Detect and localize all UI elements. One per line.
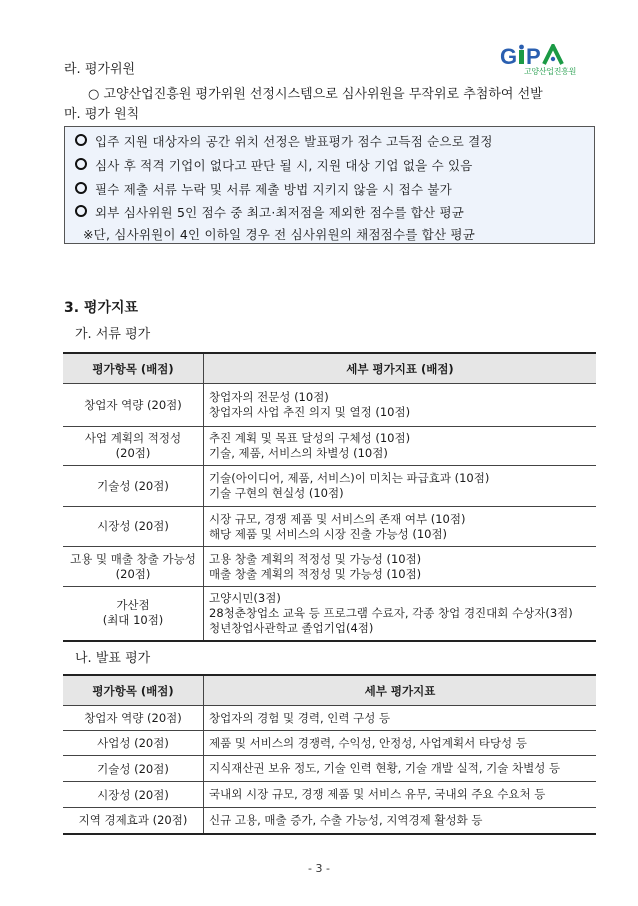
principle-item: 심사 후 적격 기업이 없다고 판단 될 시, 지원 대상 기업 없을 수 있음: [75, 156, 473, 174]
gipa-logo-mark: [500, 44, 590, 68]
circle-bullet-icon: [75, 182, 87, 194]
detail-cell: 신규 고용, 매출 증가, 수출 가능성, 지역경제 활성화 등: [204, 808, 597, 834]
col-header-detail: 세부 평가지표 (배점): [204, 353, 597, 384]
table-header-row: [63, 353, 596, 384]
table-row: [63, 808, 596, 834]
doc-review-table: [63, 352, 596, 642]
table-row: [63, 782, 596, 808]
heading-ma: 마. 평가 원칙: [64, 107, 140, 122]
item-cell: 기술성 (20점): [63, 756, 204, 782]
table-row: [63, 756, 596, 782]
detail-cell: 창업자의 경험 및 경력, 인력 구성 등: [204, 706, 597, 731]
principle-note: ※단, 심사위원이 4인 이하일 경우 전 심사위원의 채점점수를 합산 평균: [83, 227, 475, 242]
page-number: - 3 -: [308, 862, 330, 875]
table-row: [63, 466, 596, 507]
item-cell: 사업 계획의 적정성 (20점): [63, 427, 204, 466]
col-header-detail: 세부 평가지표: [204, 675, 597, 706]
detail-cell: 고용 창출 계획의 적정성 및 가능성 (10점) 매출 창출 계획의 적정성 및 가능성 (10점): [204, 547, 597, 587]
svg-text:P: P: [526, 44, 541, 68]
table-row: [63, 587, 596, 641]
circle-bullet-icon: [75, 158, 87, 170]
presentation-table: [63, 674, 596, 835]
item-cell: 가산점 (최대 10점): [63, 587, 204, 641]
detail-cell: 기술(아이디어, 제품, 서비스)이 미치는 파급효과 (10점) 기술 구현의 현실성 (10점): [204, 466, 597, 507]
col-header-item: 평가항목 (배점): [63, 353, 204, 384]
gipa-logo: [500, 44, 590, 78]
item-cell: 지역 경제효과 (20점): [63, 808, 204, 834]
detail-cell: 추진 계획 및 목표 달성의 구체성 (10점) 기술, 제품, 서비스의 차별성 (10점): [204, 427, 597, 466]
table-row: [63, 547, 596, 587]
heading-presentation: 나. 발표 평가: [75, 651, 151, 666]
item-cell: 시장성 (20점): [63, 507, 204, 547]
detail-cell: 시장 규모, 경쟁 제품 및 서비스의 존재 여부 (10점) 해당 제품 및 서비스의 시장 진출 가능성 (10점): [204, 507, 597, 547]
detail-cell: 고양시민(3점) 28청춘창업소 교육 등 프로그램 수료자, 각종 창업 경진대회 수상자(3점) 청년창업사관학교 졸업기업(4점): [204, 587, 597, 641]
circle-bullet-icon: [75, 205, 87, 217]
item-cell: 창업자 역량 (20점): [63, 706, 204, 731]
principles-box: [64, 126, 595, 244]
principle-item: 외부 심사위원 5인 점수 중 최고·최저점을 제외한 점수를 합산 평균: [75, 203, 464, 221]
table-row: [63, 507, 596, 547]
section-title: 3. 평가지표: [64, 300, 139, 316]
principle-item: 입주 지원 대상자의 공간 위치 선정은 발표평가 점수 고득점 순으로 결정: [75, 132, 493, 150]
item-cell: 시장성 (20점): [63, 782, 204, 808]
la-body: ○ 고양산업진흥원 평가위원 선정시스템으로 심사위원을 무작위로 추첨하여 선발: [88, 87, 543, 102]
svg-text:G: G: [500, 44, 518, 68]
item-cell: 사업성 (20점): [63, 731, 204, 756]
item-cell: 창업자 역량 (20점): [63, 384, 204, 427]
item-cell: 고용 및 매출 창출 가능성 (20점): [63, 547, 204, 587]
detail-cell: 제품 및 서비스의 경쟁력, 수익성, 안정성, 사업계획서 타당성 등: [204, 731, 597, 756]
col-header-item: 평가항목 (배점): [63, 675, 204, 706]
logo-text: 고양산업진흥원: [524, 67, 576, 76]
detail-cell: 국내외 시장 규모, 경쟁 제품 및 서비스 유무, 국내외 주요 수요처 등: [204, 782, 597, 808]
table-row: [63, 731, 596, 756]
table-row: [63, 384, 596, 427]
table-header-row: [63, 675, 596, 706]
table-row: [63, 427, 596, 466]
detail-cell: 창업자의 전문성 (10점) 창업자의 사업 추진 의지 및 열정 (10점): [204, 384, 597, 427]
item-cell: 기술성 (20점): [63, 466, 204, 507]
heading-doc-review: 가. 서류 평가: [75, 327, 151, 342]
principle-item: 필수 제출 서류 누락 및 서류 제출 방법 지키지 않을 시 접수 불가: [75, 180, 452, 198]
heading-la: 라. 평가위원: [64, 62, 136, 77]
detail-cell: 지식재산권 보유 정도, 기술 인력 현황, 기술 개발 실적, 기술 차별성 등: [204, 756, 597, 782]
circle-bullet-icon: [75, 134, 87, 146]
table-row: [63, 706, 596, 731]
